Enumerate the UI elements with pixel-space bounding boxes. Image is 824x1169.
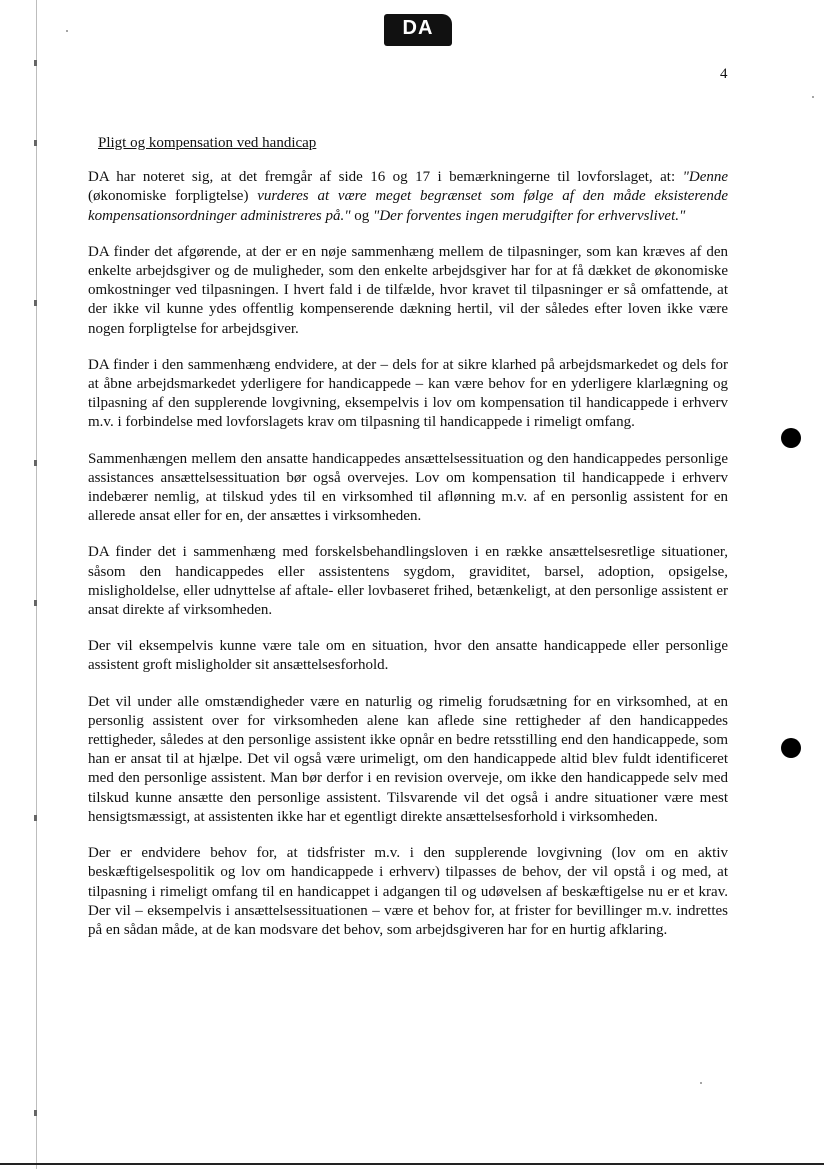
paragraph-7: Det vil under alle omstændigheder være en naturlig og rimelig forudsætning for en virksomhed, at en personlig assistent over for virksomheden alene kan aflede sine rettigheder af den handicappedes rettigheder, således at den personlige assistent ikke opnår en bedre retsstilling end den handicappede, som han er ansat til at hjælpe. Det vil også være urimeligt, om den handicappede altid blev fuldt identificeret med den personlige assistent. Man bør derfor i en revision overveje, om ikke den handicappede selv med tilskud kunne ansætte den personlige assistent. Tilsvarende vil det også i andre situationer være mest hensigtsmæssigt, at assistenten ikke har et egentligt direkte ansættelsesforhold i virksomheden. — [88, 693, 728, 825]
scan-mark — [34, 140, 37, 146]
paragraph-2: DA finder det afgørende, at der er en nøje sammenhæng mellem de tilpasninger, som kan kræves af den enkelte arbejdsgiver og de muligheder, som den enkelte arbejdsgiver har for at få dækket de økonomiske omkostninger ved tilpasningen. I hvert fald i de tilfælde, hvor kravet til tilpasninger er så omfattende, at der ikke vil kunne ydes offentlig kompenserende dækning hertil, vil der således efter loven ikke være nogen forpligtelse for arbejdsgiver. — [88, 243, 728, 337]
paragraph-3: DA finder i den sammenhæng endvidere, at der – dels for at sikre klarhed på arbejdsmarkedet og dels for at åbne arbejdsmarkedet yderligere for handicappede – kan være behov for en yderligere klarlægning og tilpasning af den supplerende lovgivning, eksempelvis i lov om kompensation til handicappede i erhverv m.v. i forbindelse med lovforslagets krav om tilpasning til handicappede i rimeligt omfang. — [88, 356, 728, 431]
margin-bullet-icon — [781, 738, 801, 758]
page-number: 4 — [720, 66, 728, 82]
document-body — [88, 134, 728, 957]
logo-text: DA — [402, 17, 434, 39]
scan-speck — [66, 30, 68, 32]
paragraph-5: DA finder det i sammenhæng med forskelsbehandlingsloven i en række ansættelsesretlige situationer, såsom den handicappedes eller assistentens sygdom, graviditet, barsel, adoption, opsigelse, misligholdelse, eller udnyttelse af aftale- eller lovbaseret frihed, betænkeligt, at den personlige assistent er ansat direkte af virksomheden. — [88, 544, 728, 619]
scan-edge-bottom — [0, 1163, 824, 1165]
quote-1-end: vurderes at være meget begrænset som følge af den måde eksisterende kompensationsordninger administreres på." — [88, 188, 729, 224]
paragraph-1 — [88, 168, 728, 226]
da-logo — [384, 14, 452, 46]
section-heading: Pligt og kompensation ved handicap — [98, 135, 317, 151]
scan-mark — [34, 60, 37, 66]
margin-bullet-icon — [781, 428, 801, 448]
quote-joiner: og — [354, 207, 370, 224]
scan-speck — [700, 1082, 702, 1084]
quote-1-start: "Denne — [682, 169, 729, 186]
scan-mark — [34, 300, 37, 306]
scan-mark — [34, 815, 37, 821]
scan-mark — [34, 600, 37, 606]
paragraph-6: Der vil eksempelvis kunne være tale om en situation, hvor den ansatte handicappede eller personlige assistent groft misligholder sit ansættelsesforhold. — [88, 638, 728, 674]
quote-1-parenthetical: (økonomiske forpligtelse) — [88, 188, 249, 205]
scan-mark — [34, 460, 37, 466]
scan-edge-left — [36, 0, 37, 1169]
paragraph-1-intro: DA har noteret sig, at det fremgår af side 16 og 17 i bemærkningerne til lovforslaget, at: — [88, 169, 676, 186]
paragraph-4: Sammenhængen mellem den ansatte handicappedes ansættelsessituation og den handicappedes personlige assistances ansættelsessituation bør også overvejes. Lov om kompensation til handicappede i erhverv indebærer nemlig, at tilskud ydes til en virksomhed til aflønning m.v. af en personlig assistent for en allerede ansat eller for en, der ansættes i virksomheden. — [88, 450, 728, 525]
scan-mark — [34, 1110, 37, 1116]
paragraph-8: Der er endvidere behov for, at tidsfrister m.v. i den supplerende lovgivning (lov om en aktiv beskæftigelsespolitik og lov om handicappede i erhverv) tilpasses de behov, der vil opstå i og med, at tilpasning i rimeligt omfang til en handicappet i adgangen til og udøvelsen af beskæftigelse nu er et krav. Der vil – eksempelvis i ansættelsessituationen – være et behov for, at frister for bevillinger m.v. indrettes på en sådan måde, at de kan modsvare det behov, som arbejdsgiveren har for en hurtig afklaring. — [88, 845, 728, 938]
scan-speck — [812, 96, 814, 98]
quote-2: "Der forventes ingen merudgifter for erhvervslivet." — [373, 207, 686, 224]
